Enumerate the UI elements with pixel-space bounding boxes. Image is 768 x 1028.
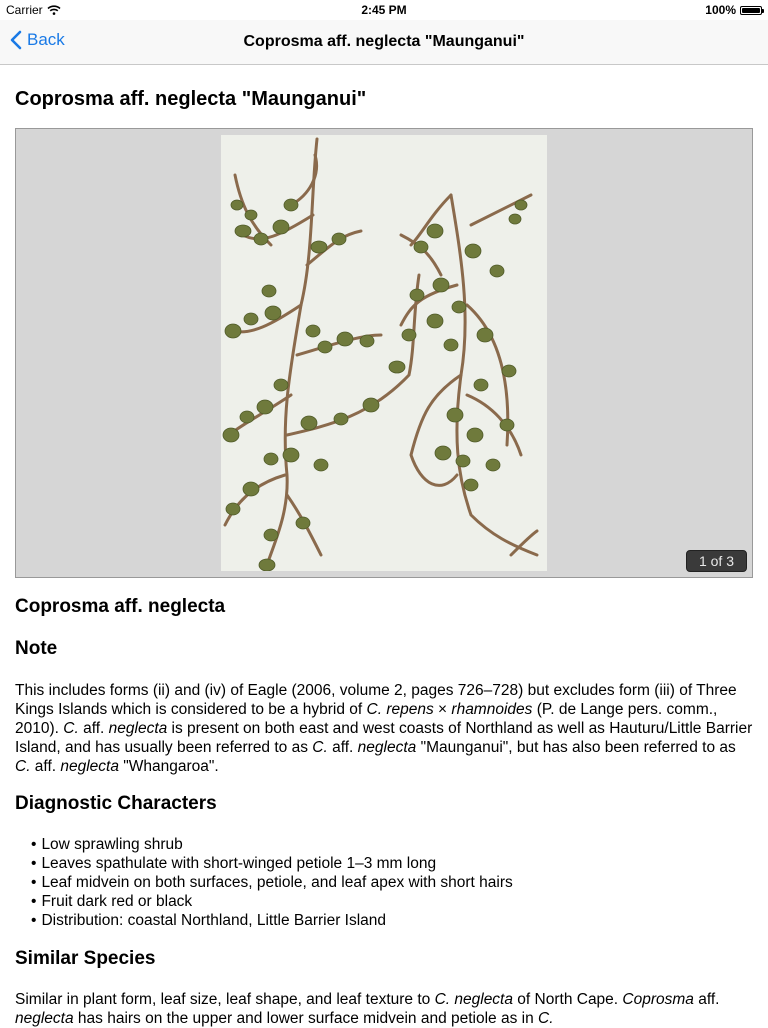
- note-heading: Note: [15, 638, 58, 659]
- back-label: Back: [27, 30, 65, 49]
- diagnostic-list: [31, 835, 513, 930]
- image-gallery[interactable]: [15, 128, 753, 578]
- list-item: • Distribution: coastal Northland, Little Barrier Island: [31, 911, 513, 930]
- status-right: [705, 3, 762, 17]
- similar-text: Similar in plant form, leaf size, leaf shape, and leaf texture to C. neglecta of North Cape. Coprosma aff. neglecta has hairs on the upper and lower surface midvein and petiole as in C.: [15, 991, 720, 1027]
- species-heading: Coprosma aff. neglecta: [15, 596, 226, 617]
- list-item: • Low sprawling shrub: [31, 835, 513, 854]
- nav-title: Coprosma aff. neglecta "Maunganui": [243, 33, 525, 50]
- status-time: 2:45 PM: [361, 3, 407, 17]
- list-item: • Leaves spathulate with short-winged petiole 1–3 mm long: [31, 854, 513, 873]
- diagnostic-heading: Diagnostic Characters: [15, 793, 217, 814]
- list-item: • Fruit dark red or black: [31, 892, 513, 911]
- specimen-photo: [221, 135, 547, 571]
- battery-percent: 100%: [705, 3, 736, 17]
- herbarium-specimen-image: [221, 135, 547, 571]
- navigation-bar: [0, 20, 768, 65]
- note-text: This includes forms (ii) and (iv) of Eagle (2006, volume 2, pages 726–728) but excludes form (iii) of Three Kings Islands which is considered to be a hybrid of C. repens × rhamnoides (P. de Lange pers. comm., 2010). C. aff. neglecta is present on both east and west coasts of Northland as well as Hauturu/Little Barrier Island, and has usually been referred to as C. aff. neglecta "Maunganui", but has also been referred to as C. aff. neglecta "Whangaroa".: [15, 682, 753, 775]
- similar-heading: Similar Species: [15, 948, 156, 969]
- battery-icon: [740, 6, 762, 15]
- page-title: Coprosma aff. neglecta "Maunganui": [15, 88, 367, 110]
- status-bar: [0, 0, 768, 20]
- list-item: • Leaf midvein on both surfaces, petiole, and leaf apex with short hairs: [31, 873, 513, 892]
- image-counter-badge: 1 of 3: [686, 550, 747, 572]
- carrier-label: Carrier: [6, 3, 43, 17]
